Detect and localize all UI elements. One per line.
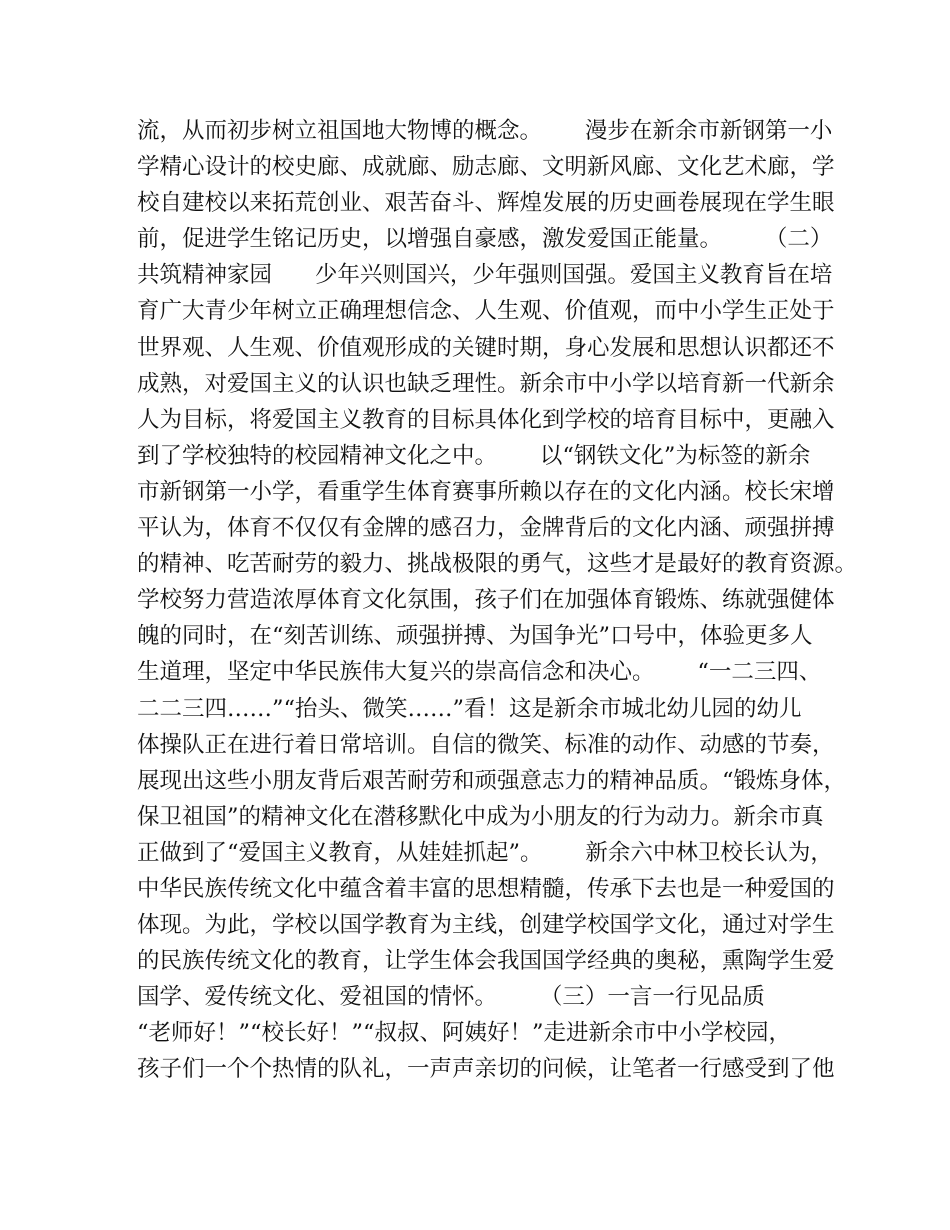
- text-line: 的精神、吃苦耐劳的毅力、挑战极限的勇气，这些才是最好的教育资源。: [137, 551, 858, 578]
- text-line: 体操队正在进行着日常培训。自信的微笑、标准的动作、动感的节奏，: [137, 731, 835, 758]
- text-line: 成熟，对爱国主义的认识也缺乏理性。新余市中小学以培育新一代新余: [137, 370, 835, 397]
- text-line: 二二三四……”“抬头、微笑……”看！这是新余市城北幼儿园的幼儿: [137, 695, 802, 722]
- text-line: 中华民族传统文化中蕴含着丰富的思想精髓，传承下去也是一种爱国的: [137, 875, 835, 902]
- text-line: 流，从而初步树立祖国地大物博的概念。 漫步在新余市新钢第一小: [137, 118, 833, 144]
- text-line: 的民族传统文化的教育，让学生体会我国国学经典的奥秘，熏陶学生爱: [137, 948, 835, 975]
- body-text: [137, 113, 858, 1088]
- text-line: 校自建校以来拓荒创业、艰苦奋斗、辉煌发展的历史画卷展现在学生眼: [137, 190, 835, 217]
- text-line: 共筑精神家园 少年兴则国兴，少年强则国强。爱国主义教育旨在培: [137, 262, 833, 289]
- text-line: 生道理，坚定中华民族伟大复兴的崇高信念和决心。 “一二三四、: [137, 659, 822, 686]
- text-line: 平认为，体育不仅仅有金牌的感召力，金牌背后的文化内涵、顽强拼搏: [137, 515, 835, 542]
- text-line: 正做到了“爱国主义教育，从娃娃抓起”。 新余六中林卫校长认为，: [137, 839, 833, 866]
- text-line: 育广大青少年树立正确理想信念、人生观、价值观，而中小学生正处于: [137, 298, 835, 325]
- text-line: 孩子们一个个热情的队礼，一声声亲切的问候，让笔者一行感受到了他: [137, 1056, 835, 1083]
- text-line: 魄的同时，在“刻苦训练、顽强拼搏、为国争光”口号中，体验更多人: [137, 623, 813, 650]
- text-line: 体现。为此，学校以国学教育为主线，创建学校国学文化，通过对学生: [137, 912, 835, 939]
- text-line: 人为目标，将爱国主义教育的目标具体化到学校的培育目标中，更融入: [137, 406, 835, 433]
- text-line: “老师好！”“校长好！”“叔叔、阿姨好！”走进新余市中小学校园，: [137, 1020, 792, 1047]
- text-line: 到了学校独特的校园精神文化之中。 以“钢铁文化”为标签的新余: [137, 442, 811, 469]
- text-line: 前，促进学生铭记历史，以增强自豪感，激发爱国正能量。 （二）: [137, 226, 833, 253]
- text-line: 市新钢第一小学，看重学生体育赛事所赖以存在的文化内涵。校长宋增: [137, 478, 835, 505]
- text-line: 国学、爱传统文化、爱祖国的情怀。 （三）一言一行见品质: [137, 984, 765, 1011]
- text-line: 世界观、人生观、价值观形成的关键时期，身心发展和思想认识都还不: [137, 334, 835, 361]
- text-line: 学精心设计的校史廊、成就廊、励志廊、文明新风廊、文化艺术廊，学: [137, 154, 835, 181]
- text-line: 保卫祖国”的精神文化在潜移默化中成为小朋友的行为动力。新余市真: [137, 803, 824, 830]
- text-line: 学校努力营造浓厚体育文化氛围，孩子们在加强体育锻炼、练就强健体: [137, 587, 835, 614]
- text-line: 展现出这些小朋友背后艰苦耐劳和顽强意志力的精神品质。“锻炼身体，: [137, 767, 847, 794]
